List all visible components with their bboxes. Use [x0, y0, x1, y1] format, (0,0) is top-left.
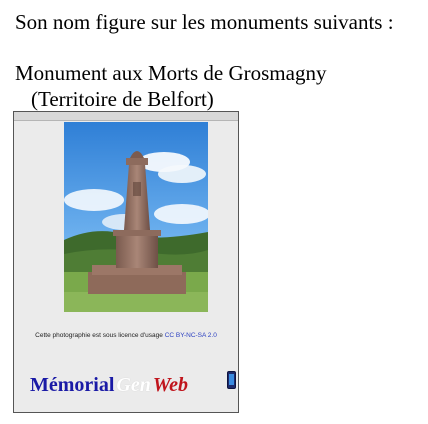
intro-text: Son nom figure sur les monuments suivants :: [15, 10, 394, 34]
monument-region: (Territoire de Belfort): [31, 87, 214, 111]
monument-name: Monument aux Morts de Grosmagny: [15, 61, 327, 85]
logo-part-gen: Gen: [116, 373, 151, 396]
license-text: Cette photographie est sous licence d'usage: [35, 332, 163, 339]
photo-license: [14, 330, 238, 341]
monument-photo[interactable]: [64, 122, 208, 312]
monument-card: [13, 111, 239, 413]
logo-part-web: Web: [152, 373, 189, 396]
mobile-phone-icon[interactable]: [227, 371, 236, 389]
logo-part-memorial: Mémorial: [30, 373, 115, 396]
license-link[interactable]: CC BY-NC-SA 2.0: [164, 332, 217, 339]
memorialgenweb-logo[interactable]: [30, 370, 188, 400]
card-top-bar: [14, 112, 238, 121]
